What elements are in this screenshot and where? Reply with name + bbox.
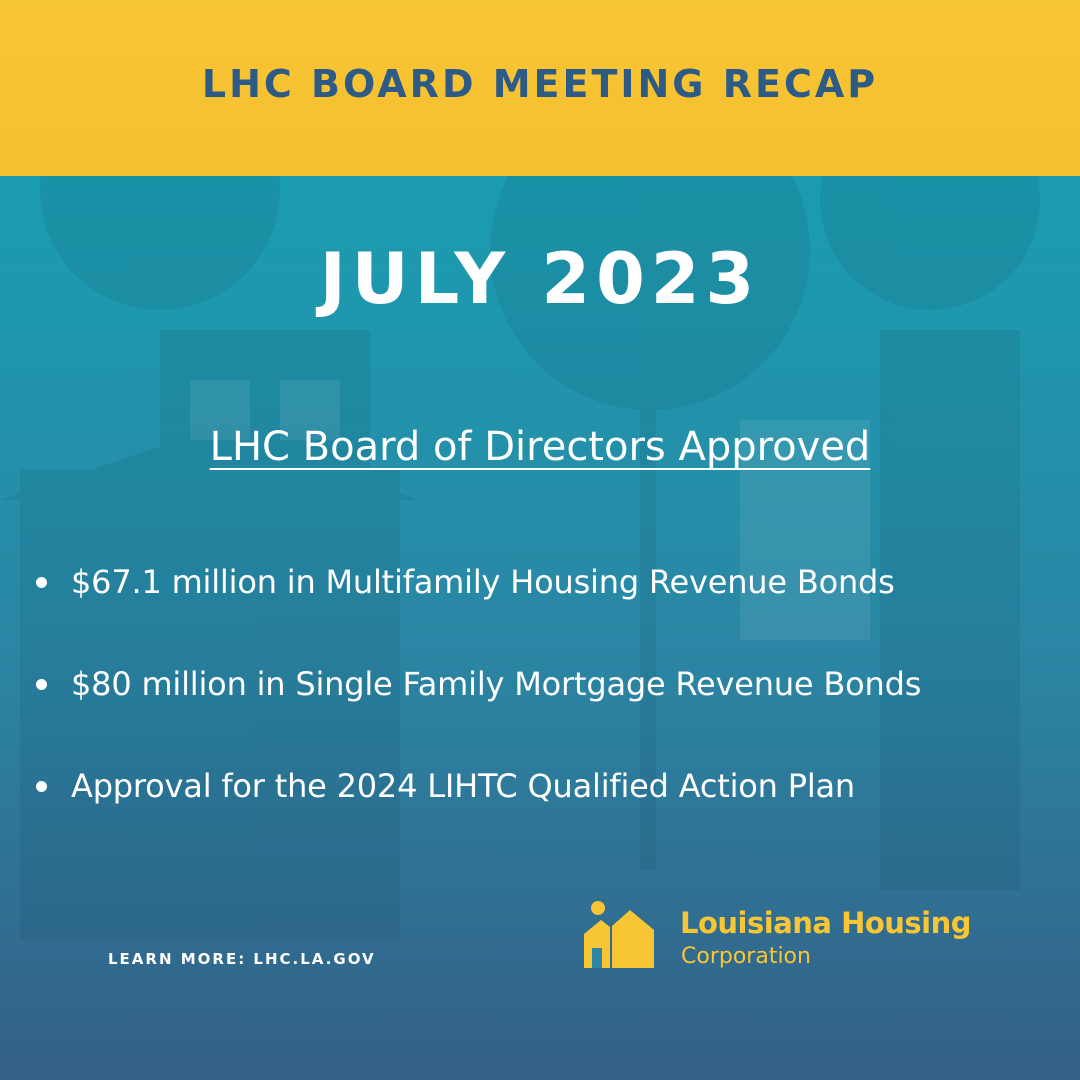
list-item-text: Approval for the 2024 LIHTC Qualified Action Plan (71, 767, 855, 805)
list-item (36, 556, 1076, 608)
bullet-dot-icon (36, 781, 47, 792)
house-logo-icon (584, 900, 656, 970)
list-item-text: $80 million in Single Family Mortgage Revenue Bonds (71, 665, 922, 703)
logo-wordmark: Louisiana Housing (680, 906, 972, 940)
bullet-dot-icon (36, 679, 47, 690)
approved-subheading (0, 424, 1080, 470)
lhc-logo (584, 900, 1004, 975)
logo-subtitle: Corporation (681, 944, 811, 969)
approvals-list (36, 556, 1076, 862)
bullet-dot-icon (36, 577, 47, 588)
learn-more-link[interactable]: LEARN MORE: LHC.LA.GOV (108, 950, 376, 968)
list-item-text: $67.1 million in Multifamily Housing Revenue Bonds (71, 563, 895, 601)
list-item (36, 658, 1076, 710)
approved-subheading-text: LHC Board of Directors Approved (209, 424, 871, 470)
header-title: LHC BOARD MEETING RECAP (201, 62, 879, 106)
header-band (0, 0, 1080, 176)
meeting-month: JULY 2023 (319, 238, 761, 320)
list-item (36, 760, 1076, 812)
